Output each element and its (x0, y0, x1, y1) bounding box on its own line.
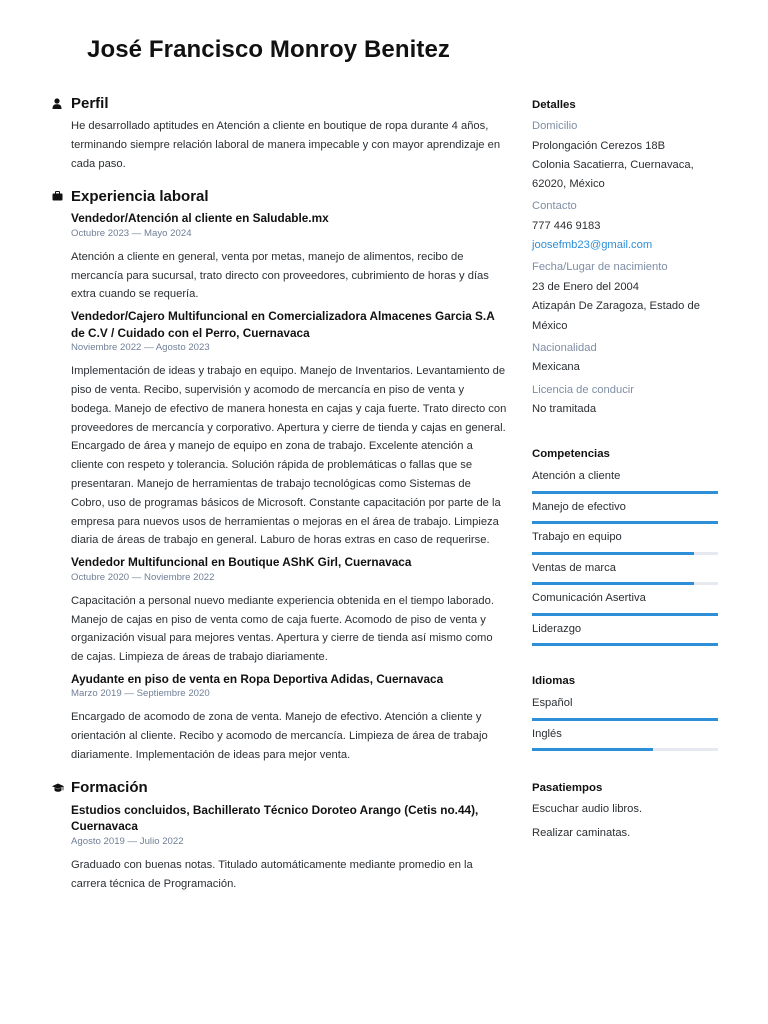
hobby-item: Realizar caminatas. (532, 827, 631, 840)
skill-bar-fill (532, 643, 718, 646)
skill-name: Liderazgo (532, 622, 582, 635)
job-dates: Octubre 2020 — Noviembre 2022 (71, 571, 215, 583)
job-title: Vendedor/Atención al cliente en Saludable.mx (71, 211, 329, 226)
license-label: Licencia de conducir (532, 383, 634, 396)
skill-name: Comunicación Asertiva (532, 592, 646, 605)
job-dates: Octubre 2023 — Mayo 2024 (71, 227, 192, 239)
main-column (52, 92, 507, 905)
job-title: Vendedor/Cajero Multifuncional en Comercializadora Almacenes Garcia S.A de C.V / Cuidado con el Perro, Cuernavaca (71, 309, 495, 340)
license-value: No tramitada (532, 403, 597, 416)
skill-name: Atención a cliente (532, 470, 621, 483)
hobby-item: Escuchar audio libros. (532, 803, 643, 816)
email-link[interactable]: joosefmb23@gmail.com (532, 239, 653, 252)
education-entry (71, 802, 507, 894)
hobbies-title: Pasatiempos (532, 782, 603, 795)
skill-item (532, 524, 718, 555)
skill-item (532, 616, 718, 647)
experience-title: Experiencia laboral (71, 187, 209, 205)
job-title: Ayudante en piso de venta en Ropa Deportiva Adidas, Cuernavaca (71, 671, 444, 686)
skill-item (532, 494, 718, 525)
sidebar (532, 96, 718, 845)
job-dates: Marzo 2019 — Septiembre 2020 (71, 688, 210, 700)
birth-label: Fecha/Lugar de nacimiento (532, 261, 668, 274)
job-entry (71, 671, 507, 765)
phone-number: 777 446 9183 (532, 219, 601, 232)
skill-name: Trabajo en equipo (532, 531, 622, 544)
languages-title: Idiomas (532, 675, 576, 688)
skill-item (532, 463, 718, 494)
profile-section (52, 92, 507, 173)
language-name: Español (532, 697, 573, 710)
birth-place-line: Atizapán De Zaragoza, Estado de (532, 300, 700, 313)
graduation-cap-icon (52, 783, 71, 793)
nationality-value: Mexicana (532, 361, 580, 374)
job-description: Implementación de ideas y trabajo en equipo. Manejo de Inventarios. Levantamiento de piso de venta. Recibo, supervisión y acomodo de mercancía en piso de venta y bodega. Manejo de efectivo de manera honesta en cajas y caja fuerte. Trato directo con proveedores de mercancía y corporativo. Apertura y cierre de tienda y cajas en general. Encargado de área y manejo de equipo en zona de trabajo. Excelente atención a cliente con respeto y tolerancia. Solución rápida de problemáticas o fallas que se presentaran. Manejo de herramientas de trabajo tecnológicas como Sistemas de Cobro, uso de programas básicos de Microsoft. Constante capacitación por parte de la empresa para nuevos usos de herramientas o mejoras en el área de trabajo. Limpieza diaria de áreas de trabajo en general. Laburo de horas extras en caso de requerirse. (71, 365, 507, 547)
birth-place-line: México (532, 319, 568, 332)
education-title-line: Estudios concluidos, Bachillerato Técnico Doroteo Arango (Cetis no.44), Cuernavaca (71, 802, 479, 834)
skill-name: Ventas de marca (532, 561, 616, 574)
language-bar-fill (532, 748, 653, 751)
skills-list (532, 463, 718, 646)
job-description: Capacitación a personal nuevo mediante experiencia obtenida en el tiempo laborado. Manejo de cajas en piso de venta como de caja fuerte. Acomodo de piso de venta y organización visual para mejores ventas. Apertura y cierre de tienda así mismo como de cajas. Limpieza de áreas de trabajo diariamente. (71, 594, 494, 664)
contact-label: Contacto (532, 200, 577, 213)
education-title: Formación (71, 779, 148, 797)
experience-section (52, 185, 507, 764)
skill-item (532, 585, 718, 616)
language-bar-track (532, 748, 718, 751)
skill-bar-track (532, 643, 718, 646)
address-line: Colonia Sacatierra, Cuernavaca, (532, 158, 694, 171)
profile-text: He desarrollado aptitudes en Atención a cliente en boutique de ropa durante 4 años, terminando siempre relación laboral de manera impecable y con mayor aprendizaje en cada paso. (71, 120, 501, 170)
address-line: Prolongación Cerezos 18B (532, 139, 666, 152)
birth-date: 23 de Enero del 2004 (532, 280, 639, 293)
skill-item (532, 555, 718, 586)
job-title: Vendedor Multifuncional en Boutique AShK Girl, Cuernavaca (71, 555, 412, 570)
languages-list (532, 690, 718, 751)
address-line: 62020, México (532, 178, 605, 191)
full-name: José Francisco Monroy Benitez (87, 36, 450, 63)
language-name: Inglés (532, 727, 562, 740)
person-icon (52, 98, 71, 109)
address-label: Domicilio (532, 120, 578, 132)
education-section (52, 777, 507, 894)
skill-name: Manejo de efectivo (532, 500, 626, 513)
skills-title: Competencias (532, 448, 610, 461)
education-dates: Agosto 2019 — Julio 2022 (71, 835, 184, 847)
nationality-label: Nacionalidad (532, 341, 597, 354)
job-entry (71, 210, 507, 304)
briefcase-icon (52, 191, 71, 201)
profile-title: Perfil (71, 94, 109, 112)
education-description: Graduado con buenas notas. Titulado automáticamente mediante promedio en la carrera técnica de Programación. (71, 858, 473, 890)
job-entry (71, 308, 507, 550)
job-description: Encargado de acomodo de zona de venta. Manejo de efectivo. Atención a cliente y orientación al cliente. Recibo y acomodo de mercancía. Limpieza de área de trabajo diariamente. Implementación de ideas para mejor venta. (71, 711, 488, 762)
details-title: Detalles (532, 99, 576, 111)
language-item (532, 721, 718, 752)
language-item (532, 690, 718, 721)
job-entry (71, 554, 507, 667)
job-description: Atención a cliente en general, venta por metas, manejo de alimentos, recibo de mercancía para sucursal, trato directo con proveedores, cubrimiento de horas y días extra cuando se requería. (71, 250, 489, 301)
job-dates: Noviembre 2022 — Agosto 2023 (71, 342, 210, 354)
